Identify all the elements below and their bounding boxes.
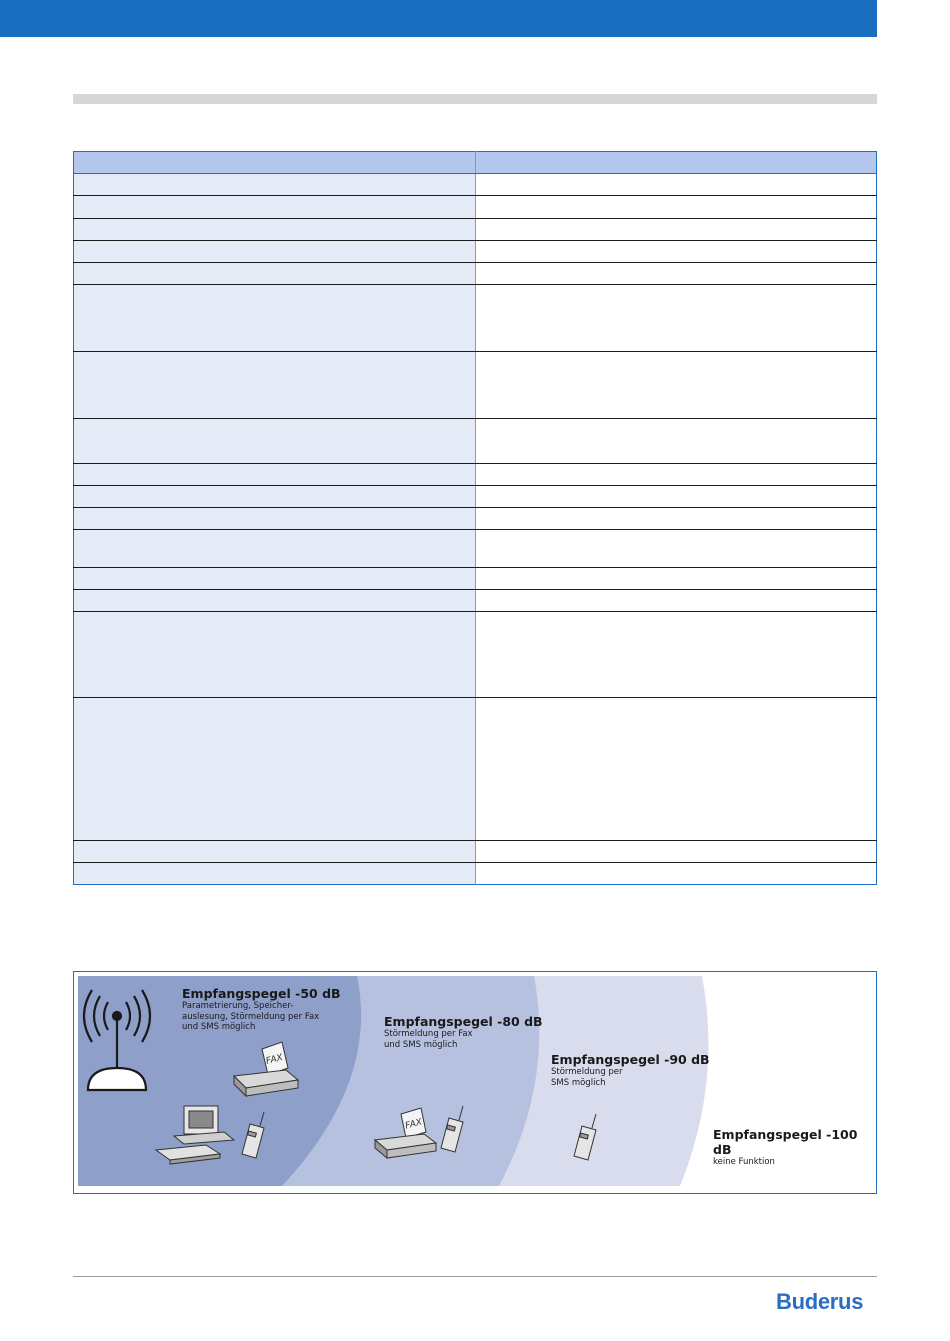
zone-100db-label: [713, 1127, 876, 1168]
table-header-cell: [476, 152, 877, 174]
table-row: [74, 568, 877, 590]
table-cell: [74, 285, 476, 352]
table-cell: [74, 196, 476, 219]
table-cell: [74, 863, 476, 885]
footer-divider: [73, 1276, 877, 1277]
table-row: [74, 464, 877, 486]
zone-title: Empfangspegel -50 dB: [182, 986, 341, 1001]
zone-80db-label: [384, 1014, 543, 1050]
table-cell: [74, 174, 476, 196]
table-row: [74, 241, 877, 263]
table-cell: [476, 590, 877, 612]
table-cell: [476, 530, 877, 568]
zone-description: Parametrierung, Speicher-auslesung, Störmeldung per Fax und SMS möglich: [182, 1001, 320, 1032]
zone-50db-label: [182, 986, 341, 1033]
table-cell: [74, 464, 476, 486]
table-cell: [74, 590, 476, 612]
table-cell: [74, 219, 476, 241]
table-cell: [476, 486, 877, 508]
table-row: [74, 530, 877, 568]
table-header-row: [74, 152, 877, 174]
table-cell: [476, 612, 877, 698]
table-cell: [74, 841, 476, 863]
table-cell: [74, 568, 476, 590]
table-cell: [476, 196, 877, 219]
buderus-logo: Buderus: [776, 1289, 864, 1314]
spec-table: [73, 151, 877, 885]
table-cell: [74, 419, 476, 464]
zone-title: Empfangspegel -80 dB: [384, 1014, 543, 1029]
table-row: [74, 590, 877, 612]
table-cell: [476, 568, 877, 590]
table-header-cell: [74, 152, 476, 174]
table-cell: [476, 241, 877, 263]
table-row: [74, 352, 877, 419]
table-row: [74, 698, 877, 841]
table-cell: [74, 241, 476, 263]
signal-strength-figure: [73, 971, 877, 1194]
table-cell: [74, 352, 476, 419]
table-row: [74, 486, 877, 508]
table-cell: [74, 530, 476, 568]
zone-90db-label: [551, 1052, 710, 1088]
table-cell: [476, 841, 877, 863]
table-cell: [74, 486, 476, 508]
table-cell: [74, 612, 476, 698]
header-bar: [0, 0, 877, 37]
table-row: [74, 285, 877, 352]
table-cell: [476, 219, 877, 241]
table-row: [74, 263, 877, 285]
section-divider: [73, 94, 877, 104]
table-row: [74, 612, 877, 698]
table-row: [74, 841, 877, 863]
zone-title: Empfangspegel -90 dB: [551, 1052, 710, 1067]
table-cell: [476, 174, 877, 196]
zone-description: Störmeldung per Fax und SMS möglich: [384, 1029, 473, 1050]
table-cell: [476, 352, 877, 419]
fax-label: FAX: [264, 1052, 284, 1067]
table-cell: [476, 508, 877, 530]
zone-title: Empfangspegel -100 dB: [713, 1127, 858, 1157]
table-cell: [476, 419, 877, 464]
fax-label: FAX: [404, 1117, 424, 1132]
table-cell: [476, 263, 877, 285]
table-cell: [74, 263, 476, 285]
table-row: [74, 863, 877, 885]
table-cell: [74, 508, 476, 530]
table-cell: [476, 698, 877, 841]
table-cell: [476, 863, 877, 885]
table-cell: [476, 285, 877, 352]
table-cell: [476, 464, 877, 486]
table-row: [74, 508, 877, 530]
zone-description: keine Funktion: [713, 1157, 775, 1167]
table-cell: [74, 698, 476, 841]
zone-description: Störmeldung per SMS möglich: [551, 1067, 623, 1088]
table-row: [74, 174, 877, 196]
table-row: [74, 219, 877, 241]
table-row: [74, 419, 877, 464]
table-row: [74, 196, 877, 219]
